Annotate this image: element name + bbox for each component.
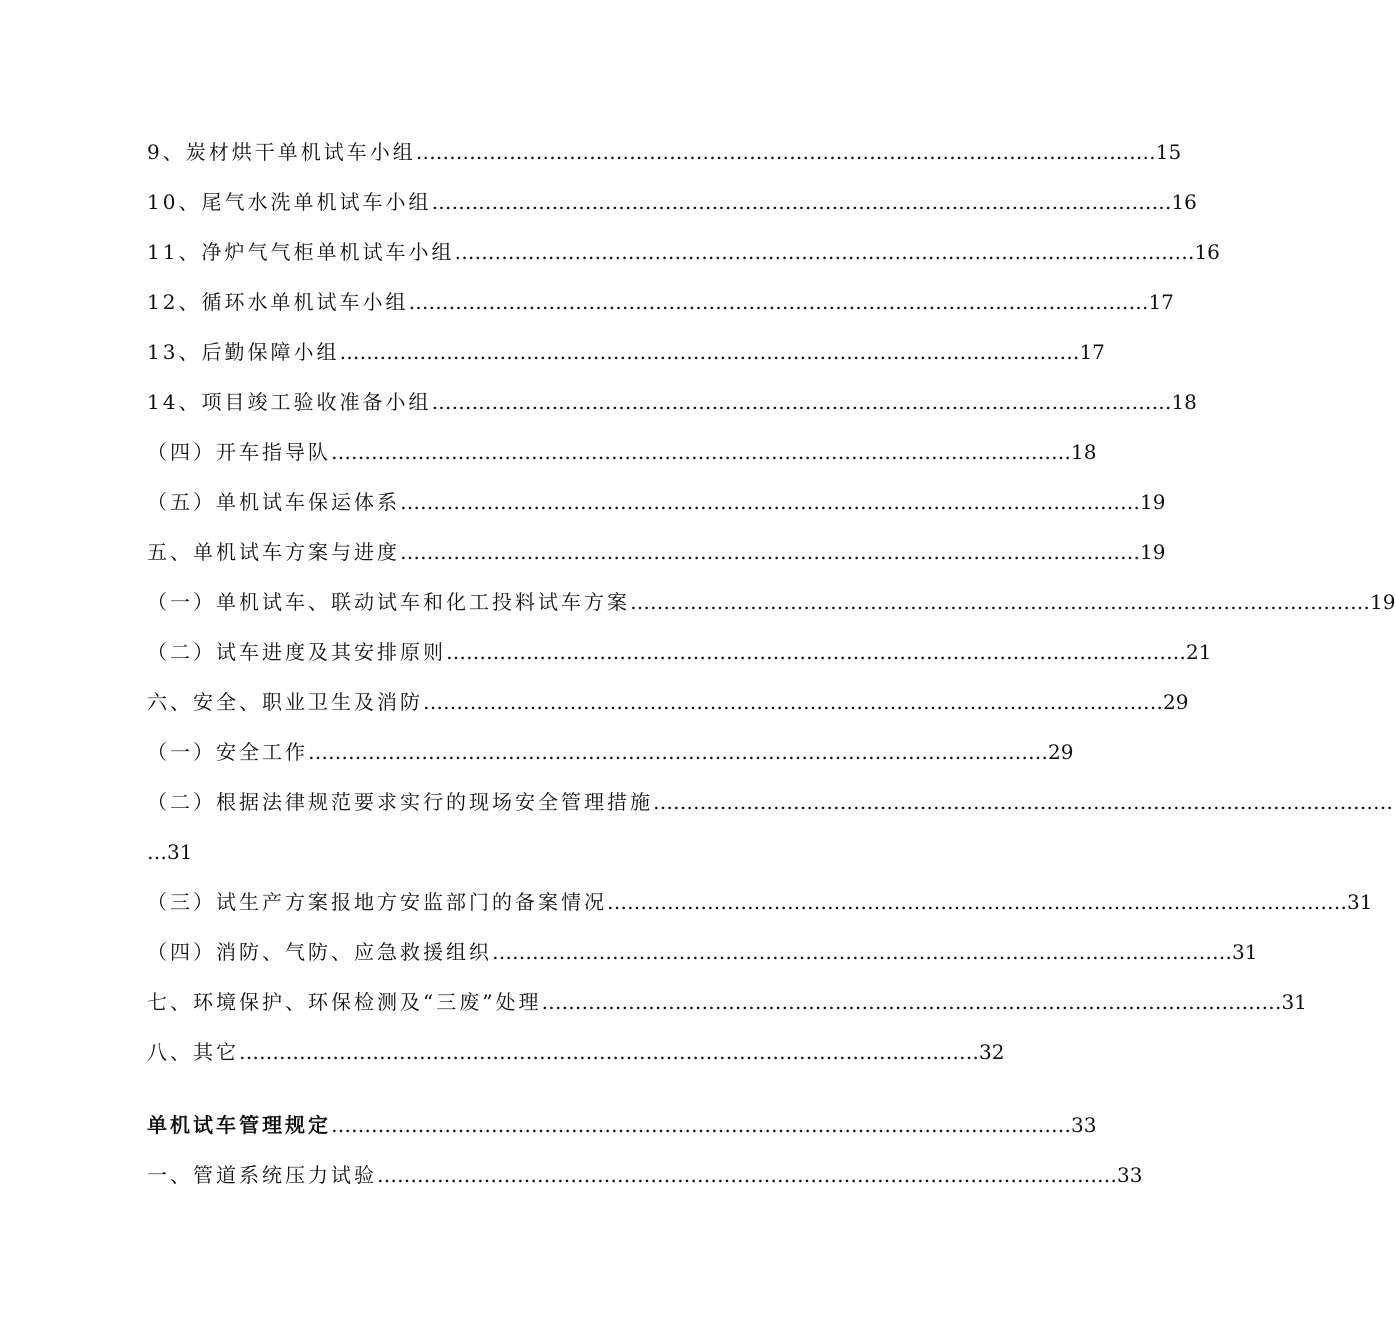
toc-entry[interactable] — [147, 382, 1197, 432]
toc-entry[interactable] — [147, 932, 1258, 982]
toc-entry-title: 单机试车管理规定 — [147, 1113, 331, 1137]
toc-entry[interactable] — [147, 332, 1105, 382]
toc-entry-page: 17 — [1079, 340, 1105, 364]
toc-entry-title: （二）根据法律规范要求实行的现场安全管理措施 — [147, 790, 653, 814]
toc-entry-leader: … — [147, 840, 167, 864]
toc-entry[interactable] — [147, 482, 1166, 532]
toc-entry-leader: ………………………………………………………………………………………………… — [431, 390, 1172, 414]
toc-entry-title: 12、循环水单机试车小组 — [147, 290, 409, 314]
toc-entry-title: 9、炭材烘干单机试车小组 — [147, 140, 416, 164]
toc-entry-continuation[interactable] — [147, 832, 807, 882]
toc-entry[interactable] — [147, 1155, 1143, 1205]
toc-entry-title: （三）试生产方案报地方安监部门的备案情况 — [147, 890, 607, 914]
toc-entry[interactable] — [147, 782, 1393, 832]
toc-entry-title: 六、安全、职业卫生及消防 — [147, 690, 423, 714]
toc-entry-title: 14、项目竣工验收准备小组 — [147, 390, 432, 414]
toc-entry-leader: ………………………………………………………………………………………………… — [541, 990, 1282, 1014]
toc-entry-page: 16 — [1194, 240, 1220, 264]
section-gap — [147, 1082, 807, 1105]
toc-entry[interactable] — [147, 682, 1189, 732]
toc-entry[interactable] — [147, 132, 1182, 182]
toc-entry[interactable] — [147, 732, 1074, 782]
toc-entry-leader: ………………………………………………………………………………………………… — [339, 340, 1080, 364]
toc-entry-leader: ………………………………………………………………………………………………… — [408, 290, 1149, 314]
toc-entry-leader: ………………………………………………………………………………………………… — [400, 490, 1140, 514]
toc-entry-leader: ………………………………………………………………………………………………… — [415, 140, 1156, 164]
toc-entry-title: 11、净炉气气柜单机试车小组 — [147, 240, 455, 264]
toc-entry-page: 31 — [1281, 990, 1307, 1014]
toc-entry-page: 31 — [1347, 890, 1373, 914]
toc-entry[interactable] — [147, 982, 1307, 1032]
toc-entry-leader: ………………………………………………………………………………………………… — [331, 440, 1071, 464]
toc-entry-title: 10、尾气水洗单机试车小组 — [147, 190, 432, 214]
toc-entry-leader: ………………………………………………………………………………………………… — [431, 190, 1172, 214]
toc-entry-page: 21 — [1186, 640, 1212, 664]
toc-entry[interactable] — [147, 232, 1220, 282]
toc-entry-leader: ………………………………………………………………………………………………… — [308, 740, 1048, 764]
toc-entry-page: 19 — [1140, 490, 1166, 514]
table-of-contents — [147, 132, 1395, 1205]
toc-entry-title: （一）单机试车、联动试车和化工投料试车方案 — [147, 590, 630, 614]
toc-entry-title: （四）开车指导队 — [147, 440, 331, 464]
toc-entry-page: 16 — [1171, 190, 1197, 214]
toc-entry-leader: ………………………………………………………………………………………………… — [446, 640, 1186, 664]
toc-entry-leader: ………………………………………………………………………………………………… — [331, 1113, 1071, 1137]
toc-entry[interactable] — [147, 632, 1212, 682]
toc-entry-page: 29 — [1048, 740, 1074, 764]
toc-entry-page: 18 — [1071, 440, 1097, 464]
toc-entry-title: （四）消防、气防、应急救援组织 — [147, 940, 492, 964]
toc-entry-leader: ………………………………………………………………………………………………… — [377, 1163, 1117, 1187]
toc-entry[interactable] — [147, 282, 1174, 332]
toc-entry-title: （二）试车进度及其安排原则 — [147, 640, 446, 664]
toc-entry-leader: ………………………………………………………………………………………………… — [607, 890, 1347, 914]
toc-entry-page: 33 — [1071, 1113, 1097, 1137]
toc-entry-page: 17 — [1148, 290, 1174, 314]
toc-entry-leader: ………………………………………………………………………………………………… — [653, 790, 1393, 814]
toc-entry-title: 五、单机试车方案与进度 — [147, 540, 400, 564]
toc-entry-title: （五）单机试车保运体系 — [147, 490, 400, 514]
toc-entry-leader: ………………………………………………………………………………………………… — [630, 590, 1370, 614]
toc-entry-page: 31 — [167, 840, 193, 864]
toc-entry-page: 18 — [1171, 390, 1197, 414]
toc-entry-title: 七、环境保护、环保检测及“三废”处理 — [147, 990, 542, 1014]
toc-entry-leader: ………………………………………………………………………………………………… — [423, 690, 1163, 714]
toc-entry-page: 32 — [979, 1040, 1005, 1064]
toc-section-heading[interactable] — [147, 1105, 1097, 1155]
toc-entry-title: 13、后勤保障小组 — [147, 340, 340, 364]
toc-entry-leader: ………………………………………………………………………………………………… — [454, 240, 1195, 264]
toc-entry-leader: ………………………………………………………………………………………………… — [400, 540, 1140, 564]
toc-entry-leader: ………………………………………………………………………………………………… — [492, 940, 1232, 964]
toc-entry-leader: ………………………………………………………………………………………………… — [239, 1040, 979, 1064]
toc-entry-title: （一）安全工作 — [147, 740, 308, 764]
toc-entry-page: 29 — [1163, 690, 1189, 714]
toc-entry[interactable] — [147, 882, 1373, 932]
toc-entry-page: 15 — [1155, 140, 1182, 164]
toc-entry[interactable] — [147, 432, 1097, 482]
toc-entry-page: 19 — [1370, 590, 1395, 614]
toc-entry[interactable] — [147, 532, 1166, 582]
toc-entry-page: 33 — [1117, 1163, 1143, 1187]
toc-entry-page: 31 — [1232, 940, 1258, 964]
toc-entry-title: 一、管道系统压力试验 — [147, 1163, 377, 1187]
toc-entry[interactable] — [147, 182, 1197, 232]
toc-entry[interactable] — [147, 1032, 1005, 1082]
toc-entry-page: 19 — [1140, 540, 1166, 564]
toc-entry[interactable] — [147, 582, 1395, 632]
toc-entry-title: 八、其它 — [147, 1040, 239, 1064]
